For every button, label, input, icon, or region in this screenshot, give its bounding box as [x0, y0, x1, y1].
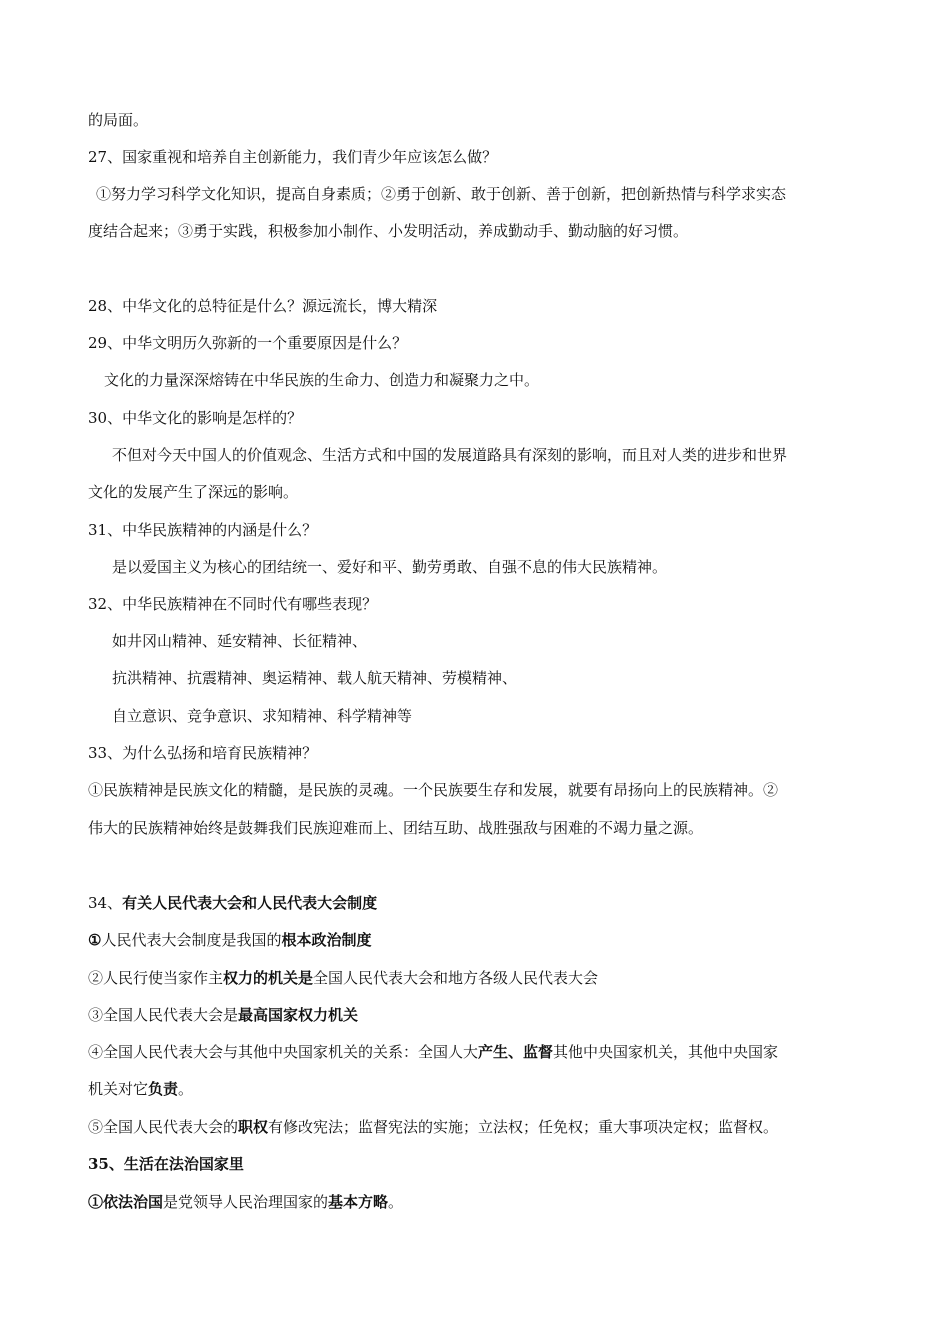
- question-29: 29、中华文明历久弥新的一个重要原因是什么？: [88, 334, 408, 352]
- answer-29: 文化的力量深深熔铸在中华民族的生命力、创造力和凝聚力之中。: [104, 371, 540, 389]
- answer-32-line-2: 抗洪精神、抗震精神、奥运精神、载人航天精神、劳模精神、: [112, 669, 518, 687]
- section-34-point-5: ⑤全国人民代表大会的职权有修改宪法；监督宪法的实施；立法权；任免权；重大事项决定权；监督权。: [88, 1118, 779, 1136]
- answer-27-line-1: ①努力学习科学文化知识，提高自身素质；②勇于创新、敢于创新、善于创新，把创新热情与科学求实态: [96, 185, 787, 203]
- answer-32-line-1: 如井冈山精神、延安精神、长征精神、: [112, 632, 368, 650]
- section-35-point-1: ①依法治国是党领导人民治理国家的基本方略。: [88, 1193, 404, 1211]
- section-34-heading: 34、有关人民代表大会和人民代表大会制度: [88, 894, 378, 912]
- answer-33-line-2: 伟大的民族精神始终是鼓舞我们民族迎难而上、团结互助、战胜强敌与困难的不竭力量之源。: [88, 819, 704, 837]
- section-34-point-1: ①人民代表大会制度是我国的根本政治制度: [88, 931, 372, 949]
- question-27: 27、国家重视和培养自主创新能力，我们青少年应该怎么做？: [88, 148, 498, 166]
- section-35-heading: 35、生活在法治国家里: [88, 1155, 244, 1173]
- answer-27-line-2: 度结合起来；③勇于实践，积极参加小制作、小发明活动，养成勤动手、勤动脑的好习惯。: [88, 222, 689, 240]
- section-34-point-4-line-1: ④全国人民代表大会与其他中央国家机关的关系：全国人大产生、监督其他中央国家机关，其他中央国家: [88, 1043, 779, 1061]
- answer-30-line-2: 文化的发展产生了深远的影响。: [88, 483, 299, 501]
- question-32: 32、中华民族精神在不同时代有哪些表现？: [88, 595, 378, 613]
- question-31: 31、中华民族精神的内涵是什么？: [88, 521, 318, 539]
- text-line: 的局面。: [88, 111, 149, 129]
- section-34-point-3: ③全国人民代表大会是最高国家权力机关: [88, 1006, 359, 1024]
- answer-32-line-3: 自立意识、竞争意识、求知精神、科学精神等: [112, 707, 413, 725]
- answer-31: 是以爱国主义为核心的团结统一、爱好和平、勤劳勇敢、自强不息的伟大民族精神。: [112, 558, 668, 576]
- answer-33-line-1: ①民族精神是民族文化的精髓，是民族的灵魂。一个民族要生存和发展，就要有昂扬向上的民族精神。②: [88, 781, 779, 799]
- section-34-point-4-line-2: 机关对它负责。: [88, 1080, 194, 1098]
- question-28: 28、中华文化的总特征是什么？源远流长，博大精深: [88, 297, 438, 315]
- question-33: 33、为什么弘扬和培育民族精神？: [88, 744, 318, 762]
- section-34-point-2: ②人民行使当家作主权力的机关是全国人民代表大会和地方各级人民代表大会: [88, 969, 599, 987]
- question-30: 30、中华文化的影响是怎样的？: [88, 409, 303, 427]
- answer-30-line-1: 不但对今天中国人的价值观念、生活方式和中国的发展道路具有深刻的影响，而且对人类的进步和世界: [112, 446, 788, 464]
